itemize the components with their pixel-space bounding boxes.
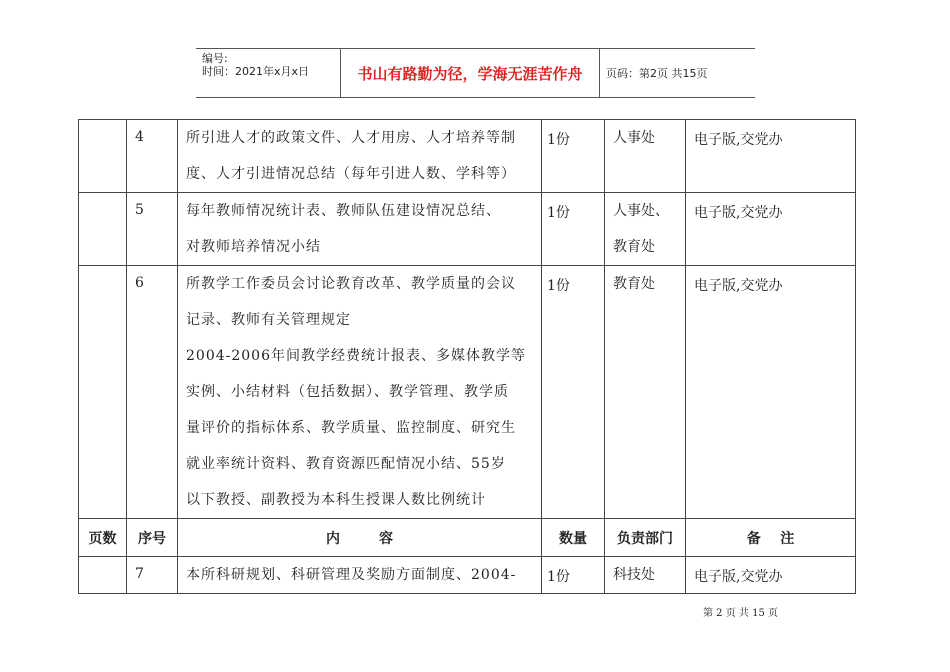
qty-cell: 1份 [542,266,605,519]
header-page-code: 页码：第2页 共15页 [606,67,708,80]
pages-cell [79,193,127,266]
content-line: 所教学工作委员会讨论教育改革、教学质量的会议 [186,276,516,292]
content-cell [178,266,542,519]
dept-cell [605,266,686,519]
qty-cell: 1份 [542,193,605,266]
dept-line: 人事处 [613,130,655,146]
note-cell: 电子版,交党办 [686,120,856,193]
table-header-row [79,519,856,557]
pages-cell [79,120,127,193]
qty-cell: 1份 [542,120,605,193]
header-pages: 页数 [79,519,127,557]
header-content: 内 容 [178,519,542,557]
pages-cell [79,266,127,519]
header-meta [196,49,341,97]
content-cell [178,193,542,266]
seq-cell: 5 [127,193,178,266]
content-cell [178,120,542,193]
dept-line: 教育处 [613,239,655,255]
seq-cell: 7 [127,557,178,594]
seq-cell: 4 [127,120,178,193]
header-qty: 数量 [542,519,605,557]
time-label: 时间：2021年x月x日 [202,65,310,78]
content-cell [178,557,542,594]
table-row [79,120,856,193]
content-line: 记录、教师有关管理规定 [186,312,351,328]
content-line: 度、人才引进情况总结（每年引进人数、学科等） [186,166,516,182]
header-note: 备 注 [686,519,856,557]
content-line: 以下教授、副教授为本科生授课人数比例统计 [186,492,486,508]
note-cell: 电子版,交党办 [686,193,856,266]
header-dept: 负责部门 [605,519,686,557]
content-line: 实例、小结材料（包括数据）、教学管理、教学质 [186,384,509,400]
content-line: 本所科研规划、科研管理及奖励方面制度、2004- [186,567,517,583]
table-row [79,266,856,519]
content-line: 所引进人才的政策文件、人才用房、人才培养等制 [186,130,516,146]
content-line: 每年教师情况统计表、教师队伍建设情况总结、 [186,203,501,219]
note-cell: 电子版,交党办 [686,557,856,594]
dept-cell [605,120,686,193]
document-table [78,119,856,594]
header-seq: 序号 [127,519,178,557]
header-motto: 书山有路勤为径，学海无涯苦作舟 [341,49,600,97]
qty-cell: 1份 [542,557,605,594]
pages-cell [79,557,127,594]
content-line: 对教师培养情况小结 [186,239,321,255]
page-footer: 第 2 页 共 15 页 [703,608,778,619]
number-label: 编号: [202,52,228,65]
table-row [79,193,856,266]
table-row [79,557,856,594]
content-line: 2004-2006年间教学经费统计报表、多媒体教学等 [186,348,526,364]
dept-line: 教育处 [613,276,655,292]
seq-cell: 6 [127,266,178,519]
dept-line: 科技处 [613,567,655,583]
page-header [196,48,755,98]
content-line: 就业率统计资料、教育资源匹配情况小结、55岁 [186,456,506,472]
note-cell: 电子版,交党办 [686,266,856,519]
content-line: 量评价的指标体系、教学质量、监控制度、研究生 [186,420,516,436]
dept-line: 人事处、 [613,203,669,219]
dept-cell [605,193,686,266]
dept-cell [605,557,686,594]
